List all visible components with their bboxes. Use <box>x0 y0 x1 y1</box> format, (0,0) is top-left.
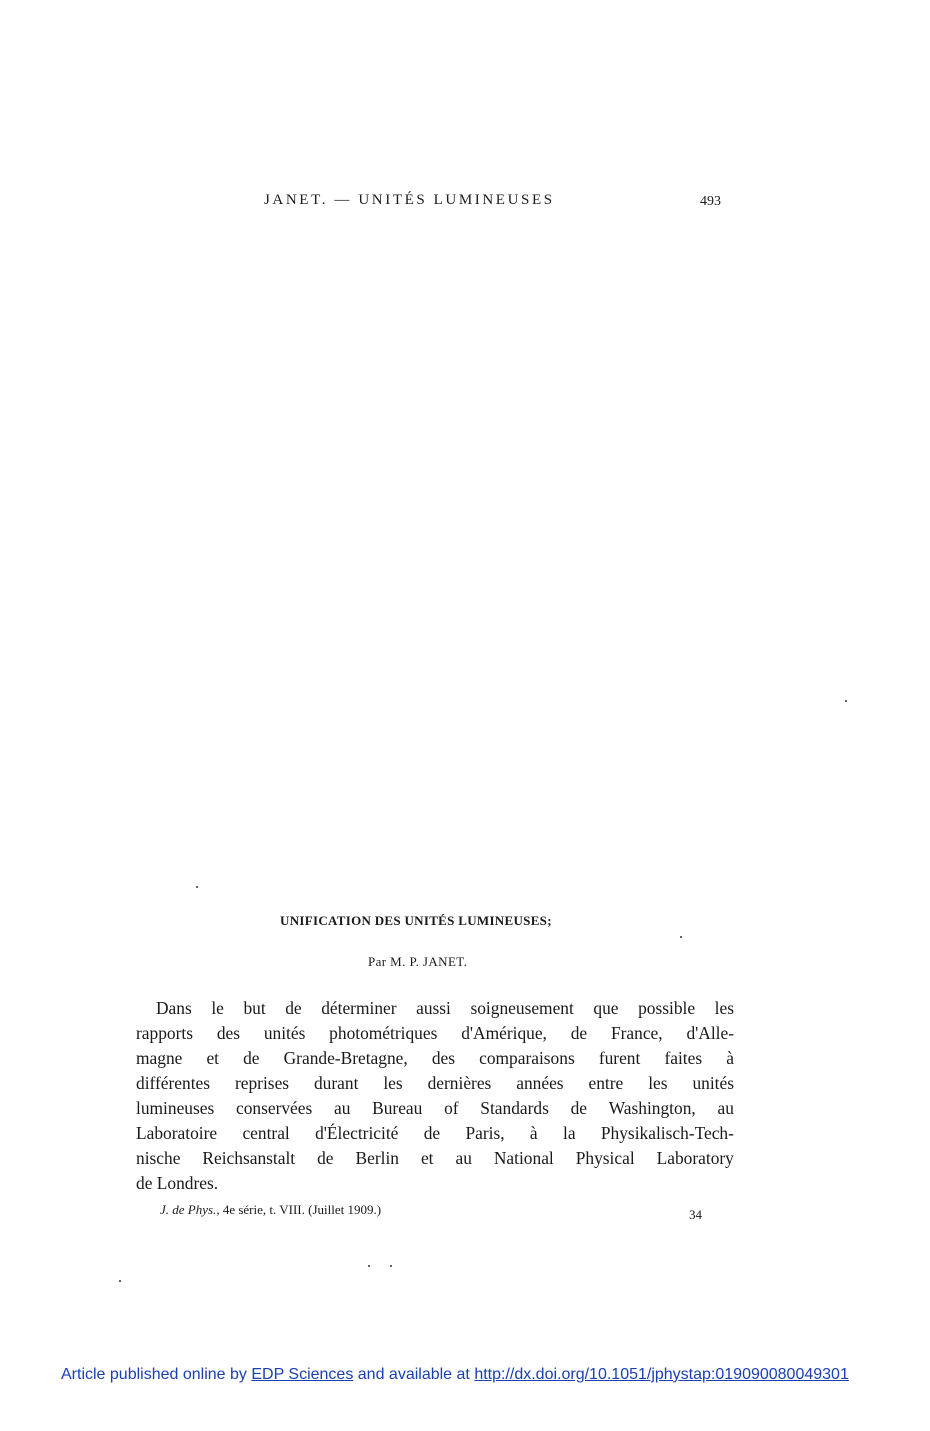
body-line: différentes reprises durant les dernières années entre les unités <box>136 1073 734 1093</box>
author-byline: Par M. P. JANET. <box>368 954 468 969</box>
scan-speck <box>196 886 198 888</box>
citation-details: , 4e série, t. VIII. (Juillet 1909.) <box>216 1202 382 1217</box>
sheet-number: 34 <box>689 1207 702 1222</box>
scan-speck <box>845 700 847 702</box>
running-head: JANET. — UNITÉS LUMINEUSES <box>264 192 555 208</box>
scan-speck <box>680 936 682 938</box>
publisher-notice <box>61 1366 849 1384</box>
body-line: de Londres. <box>136 1173 219 1193</box>
scan-speck <box>119 1280 121 1282</box>
journal-citation <box>160 1202 381 1218</box>
publisher-middle: and available at <box>353 1366 475 1383</box>
body-line: magne et de Grande-Bretagne, des comparaisons furent faites à <box>136 1048 734 1068</box>
journal-name: J. de Phys. <box>160 1202 217 1217</box>
article-title: UNIFICATION DES UNITÉS LUMINEUSES; <box>280 913 552 928</box>
body-paragraph <box>136 996 734 1196</box>
body-line: rapports des unités photométriques d'Amérique, de France, d'Alle- <box>136 1023 734 1043</box>
publisher-prefix: Article published online by <box>61 1366 252 1383</box>
publisher-link[interactable]: EDP Sciences <box>251 1366 354 1383</box>
body-line: Dans le but de déterminer aussi soigneusement que possible les <box>156 998 734 1018</box>
scan-speck <box>390 1265 392 1267</box>
body-line: Laboratoire central d'Électricité de Paris, à la Physikalisch-Tech- <box>136 1123 734 1143</box>
page-number: 493 <box>700 194 721 209</box>
body-line: nische Reichsanstalt de Berlin et au National Physical Laboratory <box>136 1148 734 1168</box>
body-line: lumineuses conservées au Bureau of Standards de Washington, au <box>136 1098 734 1118</box>
scan-speck <box>368 1265 370 1267</box>
doi-link[interactable]: http://dx.doi.org/10.1051/jphystap:019090080049301 <box>474 1366 849 1383</box>
